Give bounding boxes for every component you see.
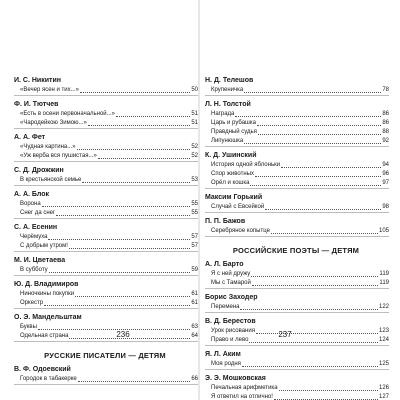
toc-entry (203, 227, 389, 236)
separator-rule (205, 312, 389, 313)
toc-entry-page: 57 (191, 234, 198, 240)
toc-entry-title: Снег да снег (20, 210, 56, 216)
separator-rule (14, 384, 198, 385)
toc-entry-title: Орёл и кошка (211, 180, 250, 186)
toc-entry-page: 96 (382, 171, 389, 177)
toc-entry-page: 98 (382, 204, 389, 210)
dot-leader (42, 206, 191, 207)
toc-entry (203, 161, 389, 170)
toc-entry (203, 203, 389, 212)
toc-author: С. А. Есенин (14, 224, 58, 231)
toc-entry (12, 233, 198, 242)
dot-leader (88, 125, 190, 126)
separator-rule (14, 308, 198, 309)
left-page (12, 72, 198, 382)
left-page-number: 236 (116, 330, 130, 339)
toc-entry-title: Печальная арифметика (211, 385, 278, 391)
toc-entry-page: 52 (191, 153, 198, 159)
dot-leader (244, 92, 381, 93)
toc-entry (12, 110, 198, 119)
toc-author: П. П. Бажов (205, 218, 246, 225)
toc-entry-title: Награда (211, 111, 235, 117)
dot-leader (255, 176, 381, 177)
separator-rule (14, 275, 198, 276)
toc-entry-title: Спор животных (211, 171, 254, 177)
dot-leader (258, 134, 381, 135)
toc-entry (203, 110, 389, 119)
separator-rule (14, 95, 198, 96)
dot-leader (48, 239, 190, 240)
toc-entry-page: 86 (382, 111, 389, 117)
toc-entry-title: Я с ней дружу (211, 271, 251, 277)
toc-entry-page: 66 (191, 376, 198, 382)
toc-author: Э. Э. Мошковская (205, 375, 266, 382)
separator-rule (14, 341, 198, 342)
toc-entry-page: 61 (191, 291, 198, 297)
toc-author: И. С. Никитин (14, 77, 61, 84)
dot-leader (265, 209, 381, 210)
dot-leader (77, 149, 191, 150)
toc-entry-title: Я ответил на отлично! (211, 394, 273, 400)
separator-rule (205, 146, 389, 147)
dot-leader (80, 92, 190, 93)
toc-entry-page: 57 (191, 243, 198, 249)
toc-entry-page: 51 (191, 120, 198, 126)
toc-entry (12, 209, 198, 218)
toc-entry-page: 55 (191, 210, 198, 216)
toc-entry-title: Липунюшка (211, 138, 244, 144)
book-gutter (198, 0, 200, 400)
separator-rule (205, 212, 389, 213)
toc-entry-page: 119 (379, 280, 389, 286)
toc-entry (203, 170, 389, 179)
toc-author: Я. Л. Аким (205, 351, 241, 358)
dot-leader (250, 185, 381, 186)
toc-entry-title: Урок рисования (211, 328, 255, 334)
dot-leader (69, 248, 190, 249)
toc-entry-page: 105 (378, 228, 389, 234)
toc-entry-title: «Вечер ясен и тих...» (20, 87, 79, 93)
toc-author: С. Д. Дрожжин (14, 167, 64, 174)
toc-author: А. А. Фет (14, 134, 46, 141)
toc-entry-title: «Есть в осени первоначальной...» (20, 111, 116, 117)
toc-entry-page: 59 (191, 267, 198, 273)
toc-entry-title: Ворона (20, 201, 41, 207)
toc-entry-page: 126 (378, 385, 389, 391)
toc-entry-page: 97 (382, 180, 389, 186)
toc-entry-title: С добрым утром! (20, 243, 68, 249)
dot-leader (82, 182, 190, 183)
toc-entry (203, 393, 389, 400)
toc-author: Ю. Д. Владимиров (14, 281, 79, 288)
toc-entry (12, 86, 198, 95)
dot-leader (56, 215, 190, 216)
toc-entry-page: 94 (382, 162, 389, 168)
dot-leader (44, 305, 190, 306)
section-heading: РУССКИЕ ПИСАТЕЛИ — ДЕТЯМ (44, 351, 166, 360)
toc-entry-page: 122 (378, 304, 389, 310)
toc-entry (12, 242, 198, 251)
right-page (203, 72, 389, 400)
toc-entry-page: 123 (378, 328, 389, 334)
toc-entry-page: 63 (191, 324, 198, 330)
toc-entry-title: Перемена (211, 304, 240, 310)
dot-leader (116, 116, 190, 117)
toc-entry (203, 128, 389, 137)
toc-entry (12, 200, 198, 209)
separator-rule (205, 345, 389, 346)
toc-entry-title: Случай с Евсейкой (211, 204, 265, 210)
toc-entry-page: 88 (382, 129, 389, 135)
separator-rule (14, 218, 198, 219)
toc-entry-page: 124 (378, 337, 389, 343)
separator-rule (205, 188, 389, 189)
dot-leader (249, 342, 378, 343)
toc-entry-title: Мы с Тамарой (211, 280, 251, 286)
toc-author: Максим Горький (205, 194, 263, 201)
separator-rule (205, 236, 389, 237)
separator-rule (14, 185, 198, 186)
toc-author: В. Ф. Одоевский (14, 366, 71, 373)
toc-entry-title: Царь и рубашка (211, 120, 256, 126)
toc-entry (203, 279, 389, 288)
dot-leader (75, 296, 190, 297)
dot-leader (251, 276, 378, 277)
toc-author: О. Э. Мандельштам (14, 314, 82, 321)
toc-entry-title: «Уж верба вся пушистая...» (20, 153, 97, 159)
dot-leader (252, 285, 379, 286)
dot-leader (271, 233, 378, 234)
toc-entry (203, 179, 389, 188)
dot-leader (244, 143, 381, 144)
toc-entry-page: 51 (191, 111, 198, 117)
toc-entry-page: 92 (382, 138, 389, 144)
dot-leader (78, 381, 191, 382)
dot-leader (235, 116, 381, 117)
dot-leader (279, 390, 378, 391)
dot-leader (257, 125, 381, 126)
toc-entry (203, 303, 389, 312)
toc-author: В. Д. Берестов (205, 318, 256, 325)
toc-entry-page: 53 (191, 177, 198, 183)
toc-entry-page: 119 (379, 271, 389, 277)
toc-entry-page: 55 (191, 201, 198, 207)
toc-entry-page: 125 (378, 361, 389, 367)
toc-author: А. А. Блок (14, 191, 50, 198)
toc-entry (203, 384, 389, 393)
separator-rule (205, 369, 389, 370)
toc-entry-page: 64 (191, 333, 198, 339)
toc-entry-title: История одной яблоньки (211, 162, 281, 168)
toc-entry (12, 290, 198, 299)
right-toc-entries (203, 72, 389, 400)
toc-entry-title: Моя родня (211, 361, 241, 367)
right-page-number: 237 (278, 330, 292, 339)
separator-rule (205, 95, 389, 96)
toc-entry (203, 137, 389, 146)
toc-entry-title: Серебряное копытце (211, 228, 270, 234)
toc-entry-title: В субботу (20, 267, 48, 273)
toc-entry-title: Оркестр (20, 300, 44, 306)
separator-rule (14, 128, 198, 129)
toc-entry (12, 143, 198, 152)
toc-entry (203, 86, 389, 95)
toc-entry (12, 375, 198, 384)
dot-leader (240, 309, 378, 310)
toc-author: Л. Н. Толстой (205, 101, 251, 108)
toc-entry (12, 266, 198, 275)
dot-leader (49, 272, 191, 273)
toc-entry-page: 78 (382, 87, 389, 93)
toc-entry (12, 119, 198, 128)
toc-entry-title: Черёмуха (20, 234, 48, 240)
toc-author: Н. Д. Телешов (205, 77, 254, 84)
toc-author: Ф. И. Тютчев (14, 101, 59, 108)
toc-entry (203, 270, 389, 279)
dot-leader (242, 366, 378, 367)
toc-entry-page: 50 (191, 87, 198, 93)
toc-entry (203, 119, 389, 128)
toc-author: А. Л. Барто (205, 261, 244, 268)
separator-rule (14, 251, 198, 252)
separator-rule (205, 288, 389, 289)
toc-entry (12, 176, 198, 185)
toc-entry (12, 299, 198, 308)
toc-entry-title: Ниночкины покупки (20, 291, 75, 297)
toc-entry-page: 61 (191, 300, 198, 306)
toc-author: К. Д. Ушинский (205, 152, 257, 159)
toc-entry-title: Правдный судья (211, 129, 257, 135)
toc-entry-page: 52 (191, 144, 198, 150)
dot-leader (281, 167, 381, 168)
toc-author: М. И. Цветаева (14, 257, 66, 264)
toc-entry-title: «Чудная картина...» (20, 144, 76, 150)
toc-entry-title: Право и лево (211, 337, 249, 343)
separator-rule (14, 161, 198, 162)
toc-entry-title: В крестьянской семье (20, 177, 82, 183)
toc-entry (203, 360, 389, 369)
toc-entry-title: Городок в табакерке (20, 376, 77, 382)
toc-entry-title: Крупеничка (211, 87, 244, 93)
toc-entry-page: 127 (378, 394, 389, 400)
toc-author: Борис Заходер (205, 294, 258, 301)
toc-entry-title: Одельная страна (20, 333, 69, 339)
dot-leader (98, 158, 191, 159)
section-heading: РОССИЙСКИЕ ПОЭТЫ — ДЕТЯМ (232, 246, 360, 255)
toc-entry-page: 86 (382, 120, 389, 126)
toc-entry-title: Буквы (20, 324, 37, 330)
toc-entry (12, 152, 198, 161)
toc-entry-title: «Чародейкою Зимою...» (20, 120, 87, 126)
